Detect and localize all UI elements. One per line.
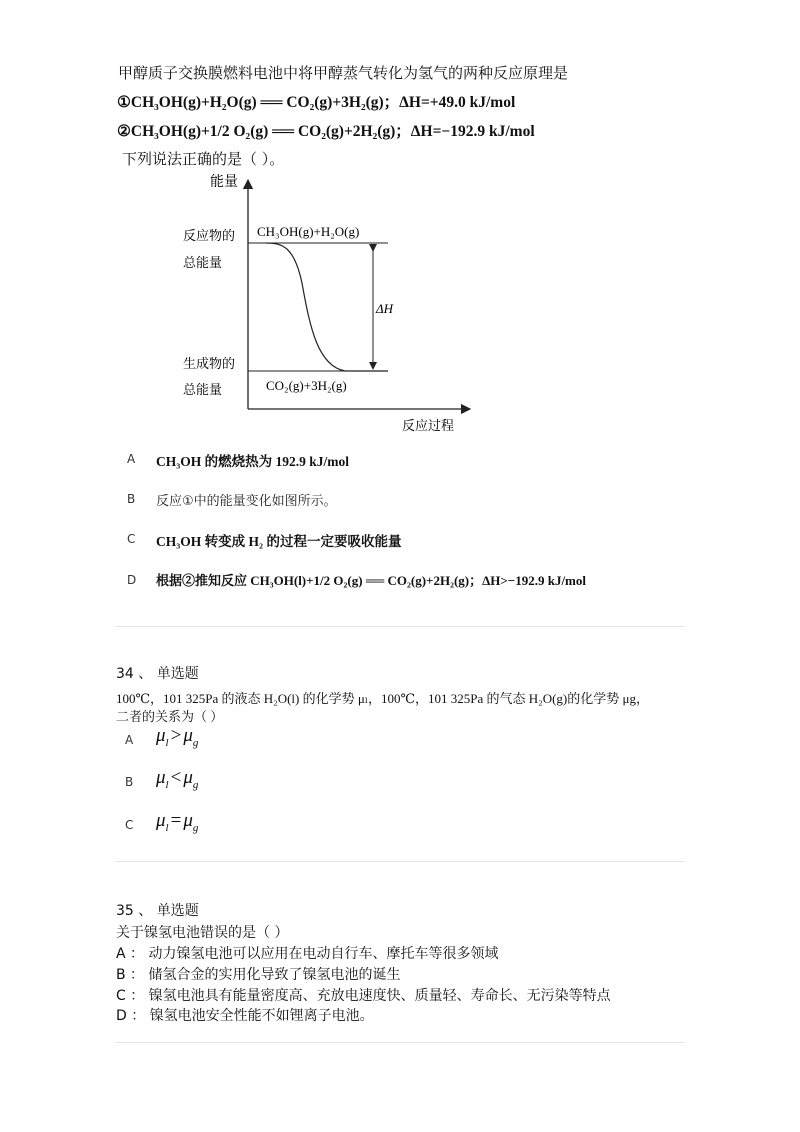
q35-option-c[interactable]: C ： 镍氢电池具有能量密度高、充放电速度快、质量轻、寿命长、无污染等特点: [116, 988, 611, 1004]
q34-header: 34 、 单选题: [116, 666, 199, 682]
q35-option-d[interactable]: D ： 镍氢电池安全性能不如锂离子电池。: [116, 1008, 374, 1024]
q33-option-d-letter: D: [127, 573, 137, 587]
q35-option-a[interactable]: A ： 动力镍氢电池可以应用在电动自行车、摩托车等很多领域: [116, 946, 499, 962]
delta-h-label: ΔH: [376, 301, 394, 316]
y-axis-label: 能量: [210, 175, 238, 190]
divider-q35: [115, 1042, 685, 1043]
q33-question: 下列说法正确的是（ ）。: [122, 150, 285, 168]
q33-option-d[interactable]: 根据②推知反应 CH₃OH(l)+1/2 O₂(g) ══ CO₂(g)+2H₂(g)；ΔH>−192.9 kJ/mol: [156, 573, 586, 588]
q33-option-c[interactable]: CH₃OH 转变成 H₂ 的过程一定要吸收能量: [156, 534, 402, 549]
reactant-formula: CH₃OH(g)+H₂O(g): [257, 224, 360, 239]
divider-q34: [115, 861, 685, 862]
q33-intro: 甲醇质子交换膜燃料电池中将甲醇蒸气转化为氢气的两种反应原理是: [118, 64, 569, 82]
q33-option-a-letter: A: [127, 452, 136, 466]
q33-equation-2: ②CH₃OH(g)+1/2 O₂(g) ══ CO₂(g)+2H₂(g)；ΔH=−192.9 kJ/mol: [117, 123, 535, 140]
x-axis-label: 反应过程: [402, 418, 455, 433]
q34-option-c-letter: C: [125, 818, 134, 832]
product-label-line2: 总能量: [183, 382, 223, 397]
q33-option-c-letter: C: [127, 532, 136, 546]
energy-curve: [266, 243, 388, 371]
q34-option-b-letter: B: [125, 775, 134, 789]
q33-equation-1: ①CH₃OH(g)+H₂O(g) ══ CO₂(g)+3H₂(g)；ΔH=+49.0 kJ/mol: [117, 94, 516, 111]
reactant-label-line1: 反应物的: [183, 228, 236, 243]
q35-header: 35 、 单选题: [116, 903, 199, 919]
q34-option-c[interactable]: $\mu_l = \mu_g$: [156, 810, 199, 834]
q35-option-b[interactable]: B ： 储氢合金的实用化导致了镍氢电池的诞生: [116, 967, 401, 983]
q35-question: 关于镍氢电池错误的是（ ）: [116, 925, 289, 941]
q33-option-b-letter: B: [127, 492, 136, 506]
q33-option-a[interactable]: CH₃OH 的燃烧热为 192.9 kJ/mol: [156, 454, 350, 469]
product-label-line1: 生成物的: [183, 356, 236, 371]
q34-option-a-letter: A: [125, 733, 134, 747]
q34-line2: 二者的关系为（ ）: [116, 709, 224, 724]
q34-option-a[interactable]: $\mu_l > \mu_g$: [156, 725, 199, 749]
energy-diagram: [170, 168, 480, 438]
q34-line1: 100℃，101 325Pa 的液态 H₂O(l) 的化学势 μₗ，100℃，101 325Pa 的气态 H₂O(g)的化学势 μg，: [116, 691, 649, 706]
q33-option-b[interactable]: 反应①中的能量变化如图所示。: [156, 494, 337, 509]
product-formula: CO₂(g)+3H₂(g): [266, 378, 347, 393]
reactant-label-line2: 总能量: [183, 255, 223, 270]
divider-q33: [115, 626, 685, 627]
q34-option-b[interactable]: $\mu_l < \mu_g$: [156, 767, 199, 791]
